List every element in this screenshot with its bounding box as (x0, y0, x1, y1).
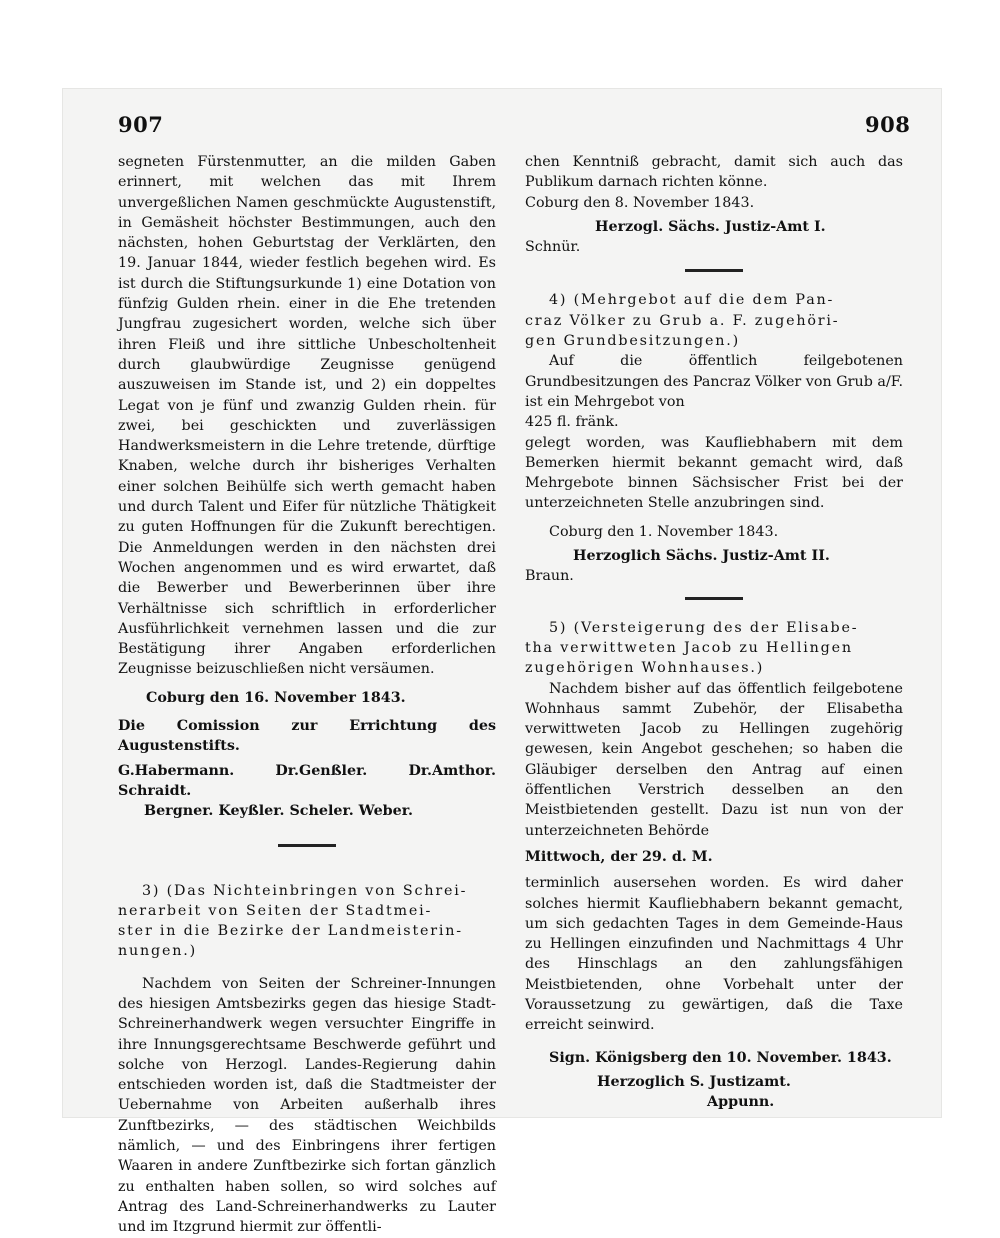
section-divider (685, 269, 743, 272)
notice-heading-line-2: tha verwittweten Jacob zu Hellingen (525, 639, 853, 656)
notice-heading-line-1: 4) (Mehrgebot auf die dem Pan- (549, 292, 835, 309)
notice-body: Nachdem von Seiten der Schreiner-Innungen des hiesigen Amtsbezirks gegen das hiesige Stadt-Schreinerhandwerk wegen versuchter Eingriffe in ihre Innungsgerechtsame Beschwerde geführt und solche von Herzogl. Landes-Regierung dahin entschieden worden ist, daß die Stadtmeister der Uebernahme von Arbeiten außerhalb ihres Zunftbezirks, — des städtischen Weichbilds nämlich, — und des Einbringens ihrer fertigen Waaren in andere Zunftbezirke sich fortan gänzlich zu enthalten haben sollen, so wird solches auf Antrag des Land-Schreinerhandwerks zu Lauter und im Itzgrund hiermit zur öffentli- (118, 975, 496, 1236)
right-column (525, 152, 903, 1112)
auction-date: Mittwoch, der 29. d. M. (525, 848, 713, 865)
notice-body: Nachdem bisher auf das öffentlich feilgebotene Wohnhaus sammt Zubehör, der Elisabetha verwittweten Jacob zu Hellingen zugehörig gewesen, kein Angebot geschehen; so haben die Gläubiger derselben den Antrag auf einen öffentlichen Verstrich desselben an den Meistbietenden gestellt. Dazu ist nun von der unterzeichneten Behörde (525, 680, 903, 839)
office-name: Herzoglich S. Justizamt. (597, 1073, 791, 1090)
commission-name: Die Comission zur Errichtung des Augustenstifts. (118, 718, 496, 755)
notice-heading-line-1: 5) (Versteigerung des der Elisabe- (549, 619, 859, 636)
notice-body-continued: gelegt worden, was Kaufliebhabern mit dem Bemerken hiermit bekannt gemacht wird, daß Mehrgebote binnen Sächsischer Frist bei der unterzeichneten Stelle anzubringen sind. (525, 434, 903, 512)
place-date: Sign. Königsberg den 10. November. 1843. (549, 1049, 892, 1066)
notice-heading-line-2: craz Völker zu Grub a. F. zugehöri- (525, 312, 840, 329)
office-name: Herzogl. Sächs. Justiz-Amt I. (595, 218, 826, 235)
section-divider (685, 597, 743, 600)
notice-body-continued: terminlich ausersehen worden. Es wird daher solches hiermit Kaufliebhabern bekannt gemacht, um sich gedachten Tages in dem Gemeinde-Haus zu Hellingen einzufinden und Nachmittags 4 Uhr des Hinschlags an den zahlungsfähigen Meistbietenden, ohne Vorbehalt unter der Voraussetzung zu gewärtigen, daß die Taxe erreicht seinwird. (525, 875, 903, 1034)
continued-text: chen Kenntniß gebracht, damit sich auch das Publikum darnach richten könne. (525, 154, 903, 191)
signatories-line-1: G.Habermann. Dr.Genßler. Dr.Amthor. Schraidt. (118, 762, 496, 799)
signature-name: Braun. (525, 568, 574, 585)
place-date: Coburg den 8. November 1843. (525, 194, 755, 211)
signatories-line-2: Bergner. Keyßler. Scheler. Weber. (144, 803, 413, 820)
augustenstift-notice-body: segneten Fürstenmutter, an die milden Gaben erinnert, mit welchen das mit Ihrem unvergeßlichen Namen geschmückte Augustenstift, in Gemäsheit höchster Bestimmungen, auch den nächsten, hohen Geburtstag der Verklärten, den 19. Januar 1844, wieder festlich begehen wird. Es ist durch die Stiftungsurkunde 1) eine Dotation von fünfzig Gulden rhein. einer in die Ehe tretenden Jungfrau zugesichert worden, welche sich über ihren Fleiß und ihre sittliche Unbescholtenheit durch glaubwürdige Zeugnisse genügend auszuweisen im Stande ist, und 2) ein doppeltes Legat von je fünf und zwanzig Gulden rhein. für zwei, bei geschickten und zuverlässigen Handwerksmeistern in die Lehre tretende, dürftige Knaben, welche durch ihr bisheriges Verhalten einer solchen Beihülfe sich werth gemacht haben und durch Talent und Eifer für nützliche Thätigkeit zu guten Hoffnungen für die Zukunft berechtigen. Die Anmeldungen werden in den nächsten drei Wochen angenommen und es wird erwartet, daß die Bewerber und Bewerberinnen über ihre Verhältnisse sich schriftlich in erforderlicher Ausführlichkeit vernehmen lassen und die zur Bestätigung ihrer Angaben erforderlichen Zeugnisse beizuschließen nicht versäumen. (118, 154, 496, 678)
notice-heading-line-3: gen Grundbesitzungen.) (525, 333, 740, 350)
office-name: Herzoglich Sächs. Justiz-Amt II. (573, 548, 830, 565)
section-divider (278, 844, 336, 847)
place-date: Coburg den 16. November 1843. (146, 689, 406, 706)
left-column (118, 152, 496, 1238)
bid-amount: 425 fl. fränk. (525, 414, 619, 431)
notice-body: Auf die öffentlich feilgebotenen Grundbesitzungen des Pancraz Völker von Grub a/F. ist ein Mehrgebot von (525, 353, 903, 410)
signature-name: Schnür. (525, 239, 581, 256)
notice-heading-line-4: nungen.) (118, 943, 197, 960)
place-date: Coburg den 1. November 1843. (549, 523, 779, 540)
notice-heading-line-3: ster in die Bezirke der Landmeisterin- (118, 923, 463, 940)
page-number-right: 908 (865, 112, 911, 137)
notice-heading-line-3: zugehörigen Wohnhauses.) (525, 660, 765, 677)
notice-heading-line-2: nerarbeit von Seiten der Stadtmei- (118, 902, 433, 919)
page-number-left: 907 (118, 112, 164, 137)
signature-name: Appunn. (707, 1094, 775, 1111)
notice-heading-line-1: 3) (Das Nichteinbringen von Schrei- (142, 882, 468, 899)
